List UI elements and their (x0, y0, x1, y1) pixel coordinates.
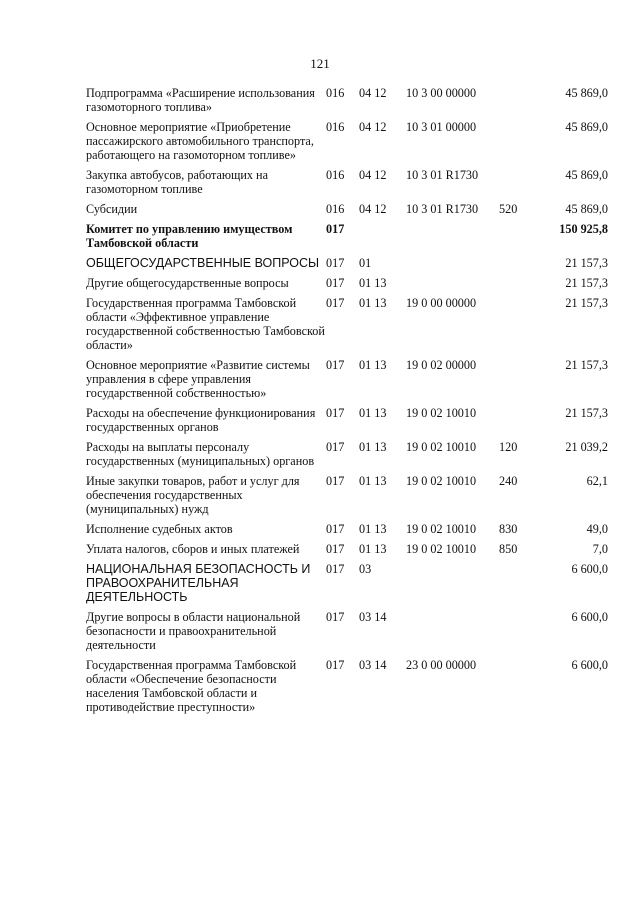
department-code: 017 (326, 522, 345, 536)
section-code: 03 14 (359, 658, 387, 672)
item-name: Подпрограмма «Расширение использования газомоторного топлива» (86, 86, 315, 114)
amount: 150 925,8 (559, 222, 608, 236)
section-code: 01 13 (359, 522, 387, 536)
target-article-code (406, 256, 499, 276)
section-code: 01 13 (359, 542, 387, 556)
expense-type-code (499, 222, 541, 256)
section-code: 01 13 (359, 406, 387, 420)
target-article-code (406, 222, 499, 256)
expense-type-code: 240 (499, 474, 518, 488)
item-name: НАЦИОНАЛЬНАЯ БЕЗОПАСНОСТЬ И ПРАВООХРАНИТЕЛЬНАЯ ДЕЯТЕЛЬНОСТЬ (86, 562, 311, 604)
target-article-code: 10 3 01 00000 (406, 120, 477, 134)
item-name: Другие общегосударственные вопросы (86, 276, 289, 290)
department-code: 017 (326, 562, 345, 576)
item-name: Иные закупки товаров, работ и услуг для обеспечения государственных (муниципальных) нужд (86, 474, 300, 516)
section-code: 01 13 (359, 276, 387, 290)
section-code (359, 222, 406, 256)
department-code: 016 (326, 86, 345, 100)
expense-type-code (499, 658, 541, 720)
department-code: 017 (326, 658, 345, 672)
expense-type-code: 120 (499, 440, 518, 454)
item-name: Комитет по управлению имуществом Тамбовской области (86, 222, 293, 250)
expense-type-code (499, 168, 541, 202)
amount: 6 600,0 (571, 562, 608, 576)
department-code: 017 (326, 406, 345, 420)
section-code: 04 12 (359, 202, 387, 216)
expense-type-code: 830 (499, 522, 518, 536)
department-code: 017 (326, 276, 345, 290)
item-name: Расходы на обеспечение функционирования государственных органов (86, 406, 316, 434)
table-row (86, 256, 608, 276)
table-row (86, 542, 608, 562)
amount: 62,1 (586, 474, 608, 488)
expense-type-code: 520 (499, 202, 518, 216)
expense-type-code (499, 358, 541, 406)
table-row (86, 358, 608, 406)
amount: 21 157,3 (565, 276, 608, 290)
department-code: 017 (326, 542, 345, 556)
target-article-code: 10 3 01 R1730 (406, 202, 479, 216)
amount: 6 600,0 (571, 658, 608, 672)
target-article-code (406, 562, 499, 610)
amount: 21 039,2 (565, 440, 608, 454)
item-name: Расходы на выплаты персоналу государственных (муниципальных) органов (86, 440, 315, 468)
section-code: 01 13 (359, 296, 387, 310)
target-article-code: 19 0 02 00000 (406, 358, 477, 372)
item-name: Основное мероприятие «Развитие системы управления в сфере управления государственной собственностью» (86, 358, 310, 400)
amount: 45 869,0 (565, 86, 608, 100)
department-code: 017 (326, 222, 345, 236)
amount: 45 869,0 (565, 168, 608, 182)
section-code: 04 12 (359, 86, 387, 100)
department-code: 016 (326, 168, 345, 182)
expense-type-code: 850 (499, 542, 518, 556)
table-row (86, 86, 608, 120)
expense-type-code (499, 296, 541, 358)
table-row (86, 168, 608, 202)
table-row (86, 276, 608, 296)
target-article-code: 19 0 02 10010 (406, 406, 477, 420)
department-code: 017 (326, 610, 345, 624)
section-code: 04 12 (359, 120, 387, 134)
target-article-code (406, 610, 499, 658)
section-code: 03 14 (359, 610, 387, 624)
item-name: Субсидии (86, 202, 138, 216)
amount: 45 869,0 (565, 120, 608, 134)
target-article-code: 19 0 02 10010 (406, 522, 477, 536)
expense-type-code (499, 562, 541, 610)
table-row (86, 522, 608, 542)
table-row (86, 222, 608, 256)
expense-type-code (499, 610, 541, 658)
item-name: Уплата налогов, сборов и иных платежей (86, 542, 300, 556)
table-row (86, 296, 608, 358)
department-code: 016 (326, 202, 345, 216)
table-row (86, 440, 608, 474)
amount: 21 157,3 (565, 296, 608, 310)
amount: 45 869,0 (565, 202, 608, 216)
target-article-code (406, 276, 499, 296)
item-name: Другие вопросы в области национальной безопасности и правоохранительной деятельности (86, 610, 301, 652)
expense-type-code (499, 120, 541, 168)
amount: 21 157,3 (565, 256, 608, 270)
target-article-code: 19 0 02 10010 (406, 542, 477, 556)
budget-table (86, 86, 608, 720)
section-code: 01 13 (359, 440, 387, 454)
expense-type-code (499, 256, 541, 276)
target-article-code: 19 0 02 10010 (406, 440, 477, 454)
table-row (86, 562, 608, 610)
table-row (86, 610, 608, 658)
section-code: 01 (359, 256, 372, 270)
department-code: 017 (326, 440, 345, 454)
target-article-code: 19 0 00 00000 (406, 296, 477, 310)
amount: 21 157,3 (565, 406, 608, 420)
item-name: Исполнение судебных актов (86, 522, 233, 536)
page-number: 121 (310, 56, 330, 71)
target-article-code: 10 3 01 R1730 (406, 168, 479, 182)
item-name: Государственная программа Тамбовской области «Обеспечение безопасности населения Тамбовской области и противодействие преступности» (86, 658, 297, 714)
amount: 6 600,0 (571, 610, 608, 624)
department-code: 016 (326, 120, 345, 134)
section-code: 04 12 (359, 168, 387, 182)
section-code: 03 (359, 562, 372, 576)
table-row (86, 120, 608, 168)
department-code: 017 (326, 474, 345, 488)
amount: 49,0 (586, 522, 608, 536)
section-code: 01 13 (359, 474, 387, 488)
expense-type-code (499, 406, 541, 440)
budget-table-body (86, 86, 608, 720)
item-name: Государственная программа Тамбовской области «Эффективное управление государственной собственностью Тамбовской области» (86, 296, 325, 352)
expense-type-code (499, 276, 541, 296)
item-name: ОБЩЕГОСУДАРСТВЕННЫЕ ВОПРОСЫ (86, 256, 320, 270)
target-article-code: 19 0 02 10010 (406, 474, 477, 488)
amount: 7,0 (592, 542, 608, 556)
expense-type-code (499, 86, 541, 120)
item-name: Основное мероприятие «Приобретение пассажирского автомобильного транспорта, работающего на газомоторном топливе» (86, 120, 314, 162)
department-code: 017 (326, 296, 345, 310)
target-article-code: 10 3 00 00000 (406, 86, 477, 100)
amount: 21 157,3 (565, 358, 608, 372)
table-row (86, 658, 608, 720)
target-article-code: 23 0 00 00000 (406, 658, 477, 672)
department-code: 017 (326, 256, 345, 270)
department-code: 017 (326, 358, 345, 372)
section-code: 01 13 (359, 358, 387, 372)
table-row (86, 406, 608, 440)
item-name: Закупка автобусов, работающих на газомоторном топливе (86, 168, 268, 196)
table-row (86, 474, 608, 522)
table-row (86, 202, 608, 222)
